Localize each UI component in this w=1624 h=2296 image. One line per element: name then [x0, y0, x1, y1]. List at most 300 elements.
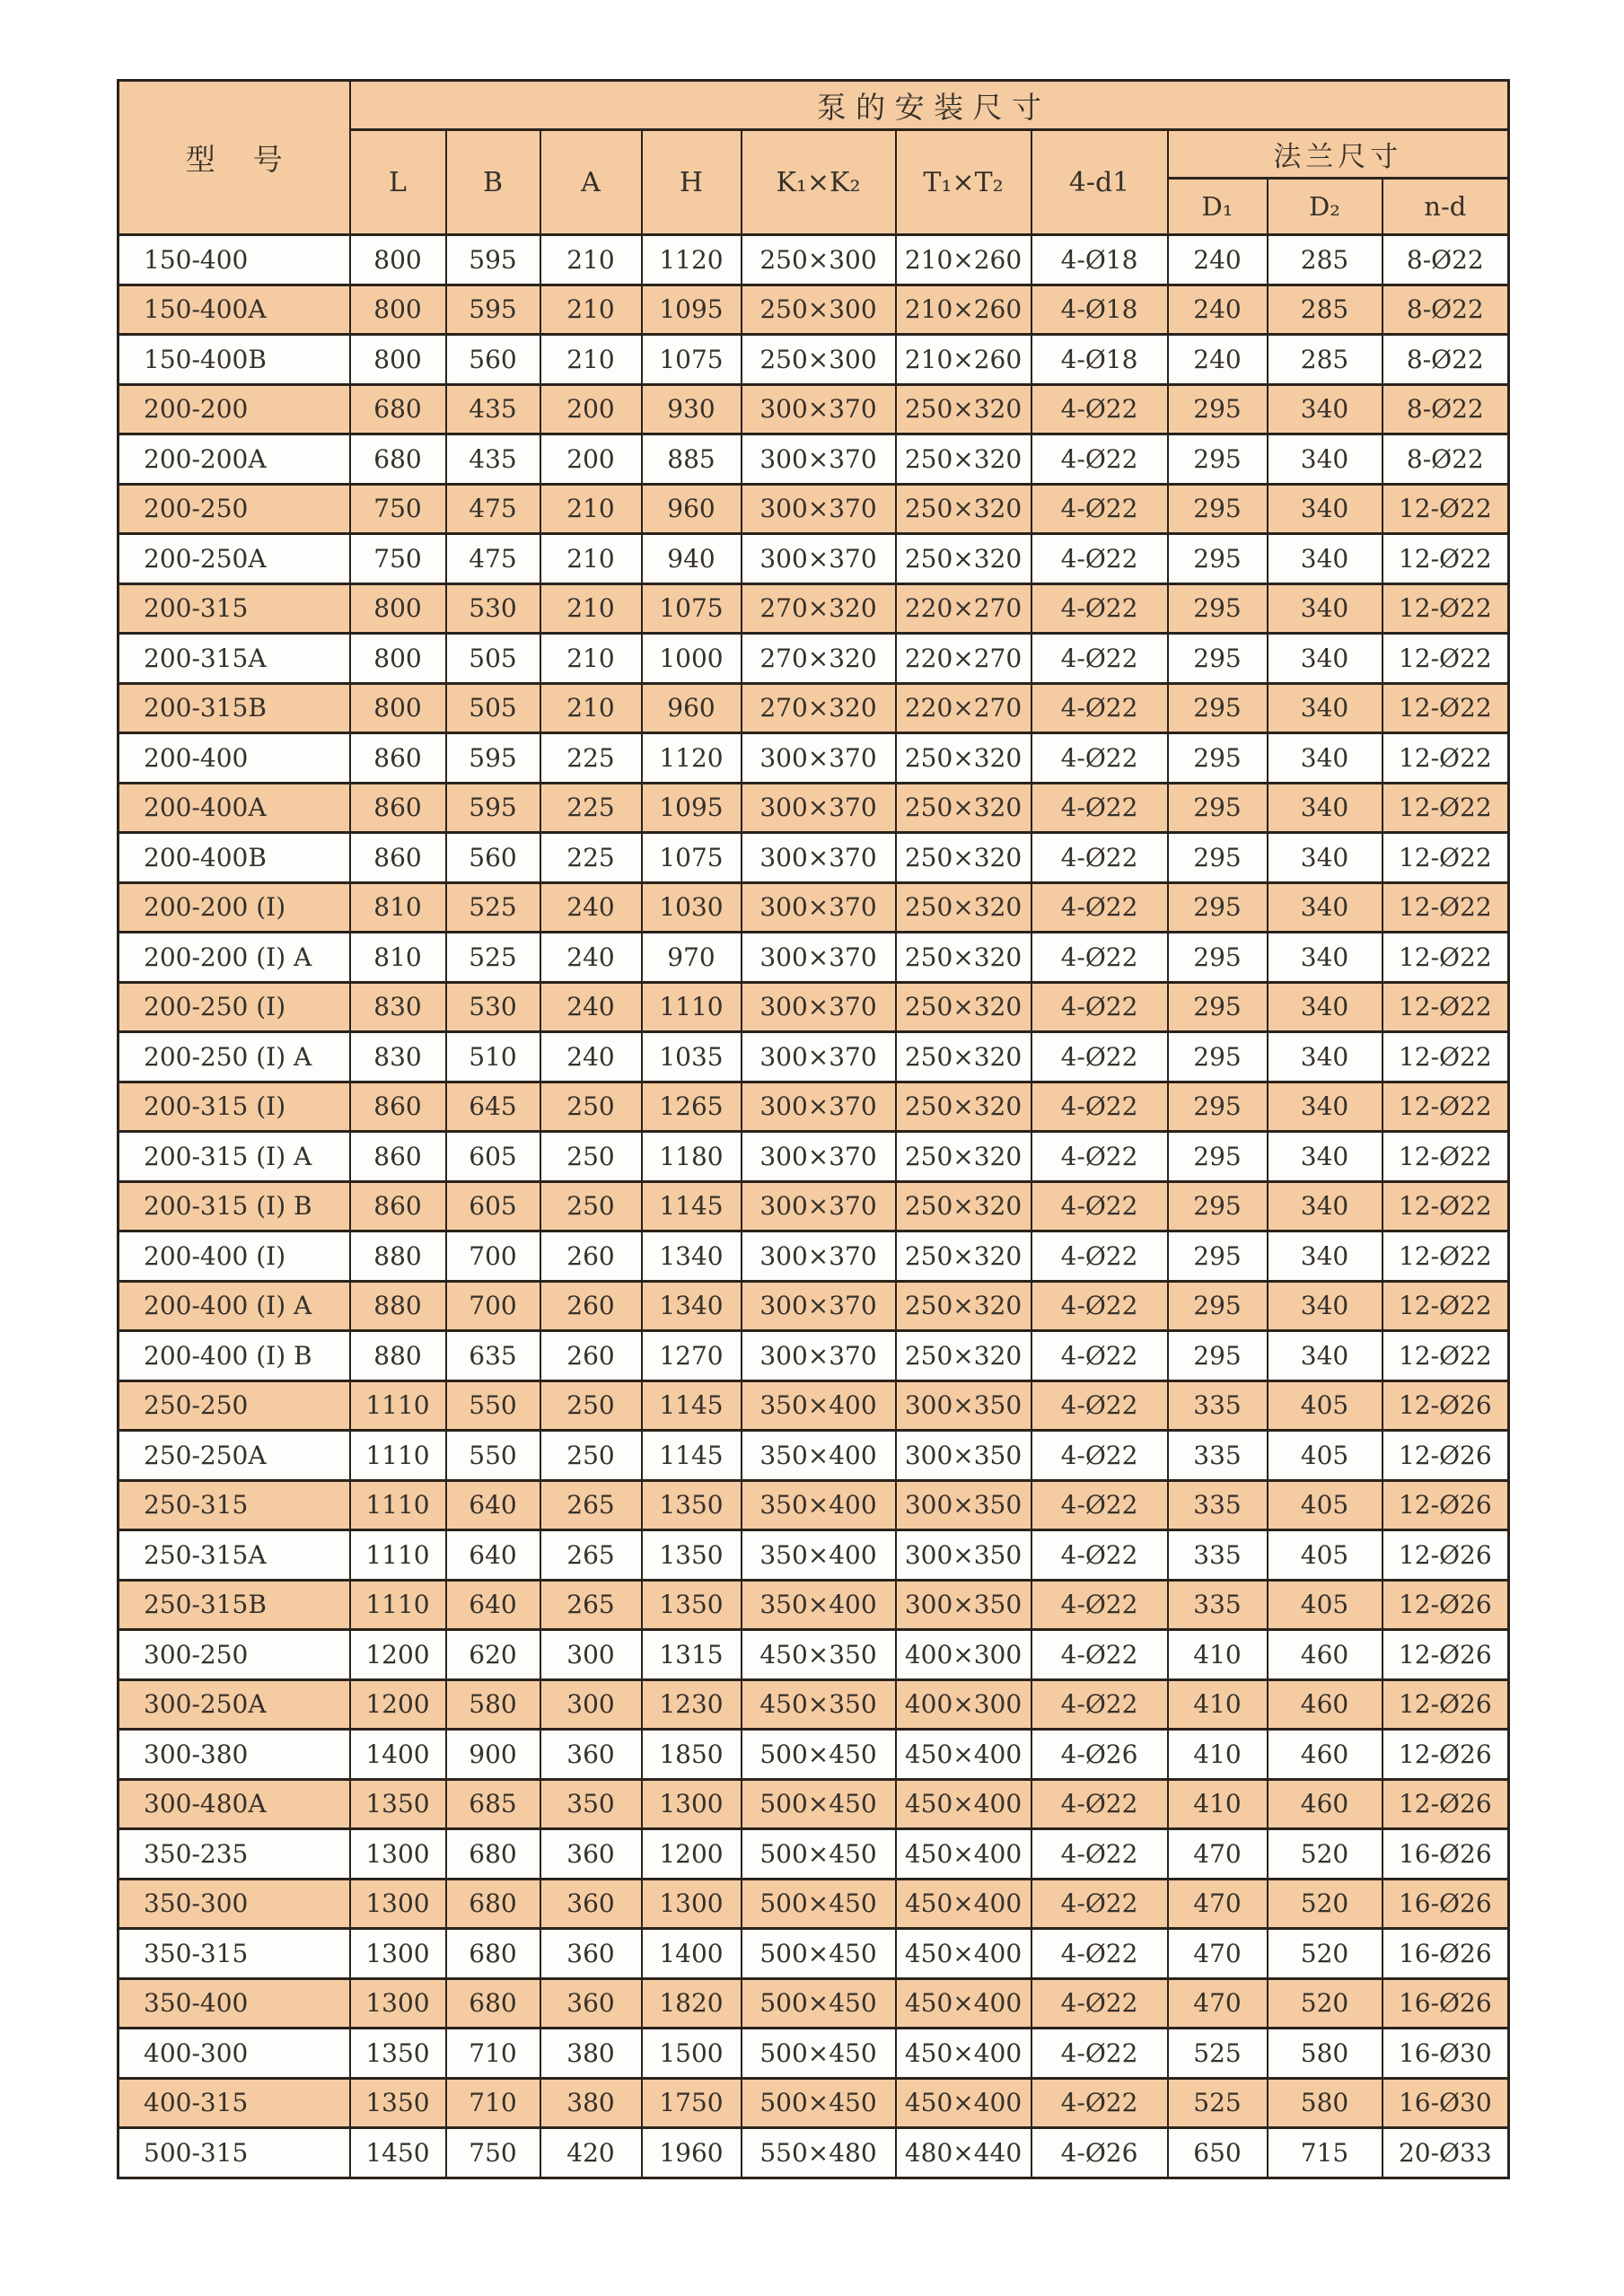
value-cell: 4-Ø26 [1031, 1730, 1168, 1780]
value-cell: 475 [446, 534, 540, 584]
model-cell: 200-315 [119, 583, 350, 634]
value-cell: 4-Ø22 [1031, 434, 1168, 485]
value-cell: 300×370 [742, 882, 896, 933]
value-cell: 700 [446, 1281, 540, 1331]
col-header-D1: D₁ [1168, 179, 1268, 235]
value-cell: 300×370 [742, 534, 896, 584]
model-cell: 250-315B [119, 1580, 350, 1630]
value-cell: 12-Ø22 [1383, 1331, 1509, 1381]
value-cell: 530 [446, 982, 540, 1032]
value-cell: 250×320 [896, 534, 1031, 584]
value-cell: 350×400 [742, 1480, 896, 1530]
value-cell: 220×270 [896, 634, 1031, 684]
value-cell: 800 [350, 335, 446, 385]
value-cell: 1350 [350, 2078, 446, 2128]
table-row [119, 1480, 1509, 1530]
value-cell: 295 [1168, 1082, 1268, 1132]
value-cell: 300×370 [742, 1281, 896, 1331]
model-cell: 250-250A [119, 1431, 350, 1481]
value-cell: 210×260 [896, 285, 1031, 335]
value-cell: 830 [350, 982, 446, 1032]
model-cell: 150-400 [119, 235, 350, 285]
value-cell: 250×320 [896, 1032, 1031, 1082]
value-cell: 12-Ø22 [1383, 1132, 1509, 1182]
value-cell: 400×300 [896, 1679, 1031, 1730]
model-cell: 200-200A [119, 434, 350, 485]
table-row [119, 783, 1509, 833]
value-cell: 300×370 [742, 1231, 896, 1282]
value-cell: 860 [350, 1082, 446, 1132]
value-cell: 285 [1268, 235, 1383, 285]
value-cell: 750 [350, 484, 446, 534]
value-cell: 240 [1168, 285, 1268, 335]
value-cell: 270×320 [742, 683, 896, 733]
value-cell: 405 [1268, 1380, 1383, 1431]
value-cell: 8-Ø22 [1383, 335, 1509, 385]
value-cell: 210 [540, 235, 642, 285]
model-cell: 200-200 (I) A [119, 933, 350, 983]
value-cell: 450×400 [896, 1978, 1031, 2029]
value-cell: 1300 [350, 1978, 446, 2029]
value-cell: 450×400 [896, 2029, 1031, 2079]
value-cell: 240 [1168, 335, 1268, 385]
value-cell: 200 [540, 434, 642, 485]
value-cell: 410 [1168, 1679, 1268, 1730]
value-cell: 295 [1168, 882, 1268, 933]
value-cell: 250×320 [896, 833, 1031, 883]
model-cell: 400-315 [119, 2078, 350, 2128]
value-cell: 4-Ø22 [1031, 2078, 1168, 2128]
value-cell: 350 [540, 1779, 642, 1829]
model-cell: 200-315A [119, 634, 350, 684]
col-header-n-d: n-d [1383, 179, 1509, 235]
value-cell: 250 [540, 1431, 642, 1481]
value-cell: 1075 [642, 833, 742, 883]
value-cell: 470 [1168, 1929, 1268, 1979]
table-row [119, 1082, 1509, 1132]
value-cell: 4-Ø22 [1031, 634, 1168, 684]
col-header-T1xT2: T₁×T₂ [896, 130, 1031, 235]
model-cell: 300-250A [119, 1679, 350, 1730]
table-row [119, 1231, 1509, 1282]
value-cell: 520 [1268, 1978, 1383, 2029]
value-cell: 210×260 [896, 335, 1031, 385]
value-cell: 940 [642, 534, 742, 584]
value-cell: 460 [1268, 1730, 1383, 1780]
model-cell: 200-315 (I) A [119, 1132, 350, 1182]
value-cell: 680 [446, 1929, 540, 1979]
value-cell: 1110 [350, 1530, 446, 1581]
col-header-D2: D₂ [1268, 179, 1383, 235]
value-cell: 340 [1268, 1181, 1383, 1231]
value-cell: 1300 [350, 1829, 446, 1880]
value-cell: 12-Ø22 [1383, 583, 1509, 634]
value-cell: 250×320 [896, 933, 1031, 983]
table-row [119, 484, 1509, 534]
value-cell: 295 [1168, 1032, 1268, 1082]
value-cell: 12-Ø22 [1383, 1032, 1509, 1082]
value-cell: 1095 [642, 285, 742, 335]
table-row [119, 384, 1509, 434]
value-cell: 350×400 [742, 1431, 896, 1481]
value-cell: 16-Ø30 [1383, 2078, 1509, 2128]
value-cell: 350×400 [742, 1580, 896, 1630]
value-cell: 4-Ø18 [1031, 335, 1168, 385]
value-cell: 4-Ø22 [1031, 1630, 1168, 1680]
table-row [119, 534, 1509, 584]
value-cell: 340 [1268, 783, 1383, 833]
value-cell: 8-Ø22 [1383, 384, 1509, 434]
value-cell: 4-Ø22 [1031, 1380, 1168, 1431]
model-cell: 300-480A [119, 1779, 350, 1829]
model-cell: 200-250 (I) A [119, 1032, 350, 1082]
value-cell: 520 [1268, 1879, 1383, 1929]
table-row [119, 1281, 1509, 1331]
model-cell: 300-380 [119, 1730, 350, 1780]
value-cell: 250×300 [742, 235, 896, 285]
table-row [119, 2078, 1509, 2128]
value-cell: 450×400 [896, 2078, 1031, 2128]
value-cell: 210 [540, 583, 642, 634]
value-cell: 295 [1168, 484, 1268, 534]
value-cell: 360 [540, 1978, 642, 2029]
table-row [119, 1032, 1509, 1082]
value-cell: 250 [540, 1082, 642, 1132]
value-cell: 16-Ø30 [1383, 2029, 1509, 2079]
value-cell: 12-Ø22 [1383, 534, 1509, 584]
value-cell: 335 [1168, 1530, 1268, 1581]
value-cell: 295 [1168, 1281, 1268, 1331]
value-cell: 930 [642, 384, 742, 434]
value-cell: 12-Ø22 [1383, 833, 1509, 883]
value-cell: 510 [446, 1032, 540, 1082]
model-cell: 200-400 (I) [119, 1231, 350, 1282]
table-row [119, 683, 1509, 733]
value-cell: 710 [446, 2029, 540, 2079]
table-header [119, 81, 1509, 235]
value-cell: 1300 [642, 1779, 742, 1829]
value-cell: 250×320 [896, 1181, 1031, 1231]
value-cell: 595 [446, 733, 540, 784]
value-cell: 460 [1268, 1679, 1383, 1730]
value-cell: 405 [1268, 1431, 1383, 1481]
value-cell: 340 [1268, 1082, 1383, 1132]
value-cell: 645 [446, 1082, 540, 1132]
value-cell: 4-Ø22 [1031, 1132, 1168, 1182]
value-cell: 595 [446, 783, 540, 833]
table-row [119, 833, 1509, 883]
value-cell: 12-Ø22 [1383, 1231, 1509, 1282]
value-cell: 4-Ø22 [1031, 1929, 1168, 1979]
value-cell: 1200 [350, 1679, 446, 1730]
value-cell: 340 [1268, 1032, 1383, 1082]
value-cell: 4-Ø18 [1031, 285, 1168, 335]
value-cell: 350×400 [742, 1380, 896, 1431]
value-cell: 1265 [642, 1082, 742, 1132]
value-cell: 380 [540, 2078, 642, 2128]
table-row [119, 1929, 1509, 1979]
value-cell: 1450 [350, 2128, 446, 2178]
value-cell: 12-Ø22 [1383, 683, 1509, 733]
value-cell: 595 [446, 235, 540, 285]
value-cell: 435 [446, 384, 540, 434]
value-cell: 300×350 [896, 1431, 1031, 1481]
value-cell: 550 [446, 1380, 540, 1431]
value-cell: 1120 [642, 235, 742, 285]
value-cell: 1350 [350, 2029, 446, 2079]
value-cell: 500×450 [742, 2078, 896, 2128]
value-cell: 1095 [642, 783, 742, 833]
model-cell: 350-300 [119, 1879, 350, 1929]
value-cell: 470 [1168, 1879, 1268, 1929]
value-cell: 1110 [350, 1380, 446, 1431]
value-cell: 250 [540, 1380, 642, 1431]
value-cell: 300 [540, 1679, 642, 1730]
value-cell: 1110 [350, 1480, 446, 1530]
value-cell: 4-Ø22 [1031, 1530, 1168, 1581]
value-cell: 1820 [642, 1978, 742, 2029]
value-cell: 960 [642, 484, 742, 534]
value-cell: 16-Ø26 [1383, 1879, 1509, 1929]
value-cell: 800 [350, 634, 446, 684]
value-cell: 300 [540, 1630, 642, 1680]
value-cell: 4-Ø22 [1031, 1580, 1168, 1630]
value-cell: 635 [446, 1331, 540, 1381]
model-cell: 350-235 [119, 1829, 350, 1880]
value-cell: 210 [540, 484, 642, 534]
value-cell: 300×370 [742, 733, 896, 784]
value-cell: 260 [540, 1231, 642, 1282]
value-cell: 350×400 [742, 1530, 896, 1581]
value-cell: 12-Ø26 [1383, 1630, 1509, 1680]
model-cell: 200-315B [119, 683, 350, 733]
value-cell: 295 [1168, 833, 1268, 883]
value-cell: 300×370 [742, 982, 896, 1032]
value-cell: 580 [1268, 2078, 1383, 2128]
value-cell: 300×370 [742, 1181, 896, 1231]
value-cell: 640 [446, 1580, 540, 1630]
value-cell: 250×320 [896, 1132, 1031, 1182]
value-cell: 250×300 [742, 335, 896, 385]
value-cell: 250×320 [896, 783, 1031, 833]
value-cell: 4-Ø22 [1031, 733, 1168, 784]
value-cell: 640 [446, 1530, 540, 1581]
value-cell: 300×370 [742, 783, 896, 833]
value-cell: 4-Ø22 [1031, 1231, 1168, 1282]
value-cell: 450×400 [896, 1929, 1031, 1979]
table-row [119, 434, 1509, 485]
value-cell: 4-Ø26 [1031, 2128, 1168, 2178]
value-cell: 650 [1168, 2128, 1268, 2178]
value-cell: 4-Ø22 [1031, 882, 1168, 933]
value-cell: 210 [540, 683, 642, 733]
model-cell: 250-315 [119, 1480, 350, 1530]
value-cell: 4-Ø22 [1031, 583, 1168, 634]
flange-group-header: 法兰尺寸 [1168, 130, 1509, 179]
value-cell: 250×320 [896, 882, 1031, 933]
value-cell: 12-Ø26 [1383, 1580, 1509, 1630]
value-cell: 250×320 [896, 484, 1031, 534]
value-cell: 270×320 [742, 634, 896, 684]
value-cell: 1350 [642, 1530, 742, 1581]
value-cell: 470 [1168, 1829, 1268, 1880]
value-cell: 405 [1268, 1580, 1383, 1630]
value-cell: 360 [540, 1879, 642, 1929]
value-cell: 420 [540, 2128, 642, 2178]
value-cell: 210 [540, 285, 642, 335]
value-cell: 860 [350, 1181, 446, 1231]
value-cell: 800 [350, 235, 446, 285]
value-cell: 1120 [642, 733, 742, 784]
value-cell: 12-Ø22 [1383, 882, 1509, 933]
value-cell: 300×370 [742, 434, 896, 485]
value-cell: 900 [446, 1730, 540, 1780]
value-cell: 285 [1268, 335, 1383, 385]
value-cell: 295 [1168, 1181, 1268, 1231]
value-cell: 250×300 [742, 285, 896, 335]
value-cell: 16-Ø26 [1383, 1829, 1509, 1880]
value-cell: 240 [1168, 235, 1268, 285]
value-cell: 1075 [642, 583, 742, 634]
value-cell: 500×450 [742, 2029, 896, 2079]
value-cell: 4-Ø22 [1031, 1082, 1168, 1132]
value-cell: 1350 [642, 1580, 742, 1630]
value-cell: 12-Ø22 [1383, 1281, 1509, 1331]
value-cell: 340 [1268, 1132, 1383, 1182]
value-cell: 210 [540, 534, 642, 584]
value-cell: 4-Ø22 [1031, 1032, 1168, 1082]
model-cell: 200-315 (I) [119, 1082, 350, 1132]
model-cell: 250-250 [119, 1380, 350, 1431]
value-cell: 1110 [642, 982, 742, 1032]
table-row [119, 882, 1509, 933]
value-cell: 250×320 [896, 434, 1031, 485]
table-row [119, 1580, 1509, 1630]
pump-install-dimensions-table [117, 79, 1510, 2179]
value-cell: 12-Ø22 [1383, 783, 1509, 833]
value-cell: 380 [540, 2029, 642, 2079]
value-cell: 4-Ø22 [1031, 1879, 1168, 1929]
model-cell: 200-200 [119, 384, 350, 434]
value-cell: 340 [1268, 384, 1383, 434]
value-cell: 265 [540, 1480, 642, 1530]
value-cell: 240 [540, 933, 642, 983]
value-cell: 1340 [642, 1281, 742, 1331]
value-cell: 470 [1168, 1978, 1268, 2029]
value-cell: 360 [540, 1829, 642, 1880]
value-cell: 4-Ø22 [1031, 534, 1168, 584]
value-cell: 225 [540, 733, 642, 784]
value-cell: 250×320 [896, 1231, 1031, 1282]
value-cell: 12-Ø22 [1383, 484, 1509, 534]
value-cell: 360 [540, 1730, 642, 1780]
value-cell: 4-Ø22 [1031, 1779, 1168, 1829]
value-cell: 4-Ø22 [1031, 1829, 1168, 1880]
col-header-B: B [446, 130, 540, 235]
model-cell: 250-315A [119, 1530, 350, 1581]
value-cell: 340 [1268, 634, 1383, 684]
value-cell: 300×350 [896, 1380, 1031, 1431]
model-cell: 200-400 [119, 733, 350, 784]
value-cell: 500×450 [742, 1879, 896, 1929]
value-cell: 810 [350, 882, 446, 933]
value-cell: 260 [540, 1281, 642, 1331]
model-cell: 300-250 [119, 1630, 350, 1680]
value-cell: 450×400 [896, 1829, 1031, 1880]
value-cell: 460 [1268, 1779, 1383, 1829]
value-cell: 225 [540, 783, 642, 833]
value-cell: 340 [1268, 434, 1383, 485]
value-cell: 520 [1268, 1929, 1383, 1979]
model-cell: 500-315 [119, 2128, 350, 2178]
value-cell: 335 [1168, 1580, 1268, 1630]
model-cell: 350-400 [119, 1978, 350, 2029]
value-cell: 750 [350, 534, 446, 584]
value-cell: 860 [350, 733, 446, 784]
value-cell: 800 [350, 583, 446, 634]
value-cell: 860 [350, 833, 446, 883]
value-cell: 250 [540, 1132, 642, 1182]
value-cell: 12-Ø22 [1383, 634, 1509, 684]
value-cell: 220×270 [896, 583, 1031, 634]
value-cell: 295 [1168, 534, 1268, 584]
value-cell: 210 [540, 335, 642, 385]
value-cell: 1350 [350, 1779, 446, 1829]
value-cell: 960 [642, 683, 742, 733]
value-cell: 300×350 [896, 1580, 1031, 1630]
value-cell: 530 [446, 583, 540, 634]
value-cell: 300×370 [742, 933, 896, 983]
value-cell: 685 [446, 1779, 540, 1829]
value-cell: 450×350 [742, 1679, 896, 1730]
value-cell: 295 [1168, 933, 1268, 983]
model-cell: 200-400A [119, 783, 350, 833]
table-row [119, 2029, 1509, 2079]
value-cell: 340 [1268, 733, 1383, 784]
value-cell: 4-Ø22 [1031, 783, 1168, 833]
table-row [119, 1380, 1509, 1431]
value-cell: 1110 [350, 1431, 446, 1481]
value-cell: 525 [1168, 2029, 1268, 2079]
value-cell: 250×320 [896, 1331, 1031, 1381]
value-cell: 1270 [642, 1331, 742, 1381]
model-cell: 200-400B [119, 833, 350, 883]
value-cell: 505 [446, 683, 540, 733]
value-cell: 550×480 [742, 2128, 896, 2178]
value-cell: 200 [540, 384, 642, 434]
value-cell: 300×370 [742, 833, 896, 883]
value-cell: 450×400 [896, 1879, 1031, 1929]
value-cell: 210×260 [896, 235, 1031, 285]
value-cell: 500×450 [742, 1829, 896, 1880]
value-cell: 450×350 [742, 1630, 896, 1680]
value-cell: 340 [1268, 484, 1383, 534]
value-cell: 4-Ø22 [1031, 1331, 1168, 1381]
model-cell: 200-400 (I) A [119, 1281, 350, 1331]
value-cell: 340 [1268, 534, 1383, 584]
value-cell: 335 [1168, 1480, 1268, 1530]
value-cell: 1500 [642, 2029, 742, 2079]
value-cell: 525 [446, 882, 540, 933]
value-cell: 300×370 [742, 1032, 896, 1082]
value-cell: 20-Ø33 [1383, 2128, 1509, 2178]
value-cell: 300×370 [742, 1132, 896, 1182]
value-cell: 4-Ø22 [1031, 484, 1168, 534]
col-header-L: L [350, 130, 446, 235]
model-cell: 200-250 (I) [119, 982, 350, 1032]
value-cell: 295 [1168, 583, 1268, 634]
value-cell: 265 [540, 1580, 642, 1630]
